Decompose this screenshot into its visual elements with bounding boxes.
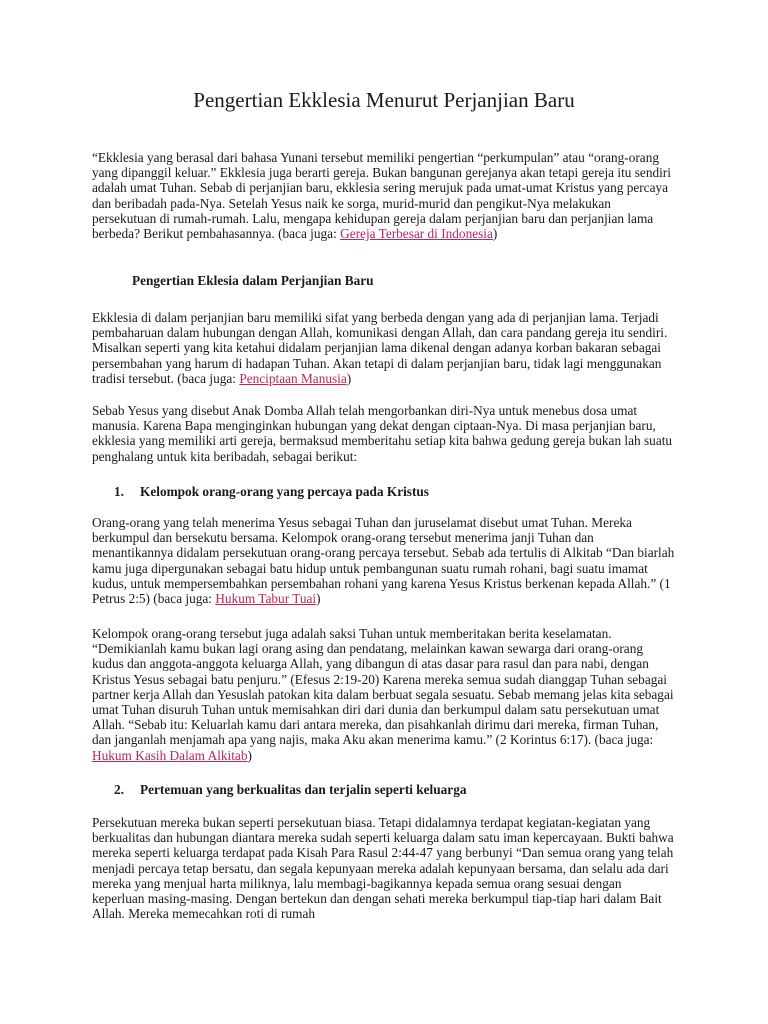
paragraph-1-text: Ekklesia di dalam perjanjian baru memiliki sifat yang berbeda dengan yang ada di perjanjian lama. Terjadi pembaharuan dalam hubungan dengan Allah, komunikasi dengan Allah, dan cara pandang gereja itu sendiri. Misalkan seperti yang kita ketahui didalam perjanjian lama dikenal dengan adanya korban bakaran sebagai persembahan yang harum di hadapan Tuhan. Akan tetapi di dalam perjanjian baru, tidak lagi menggunakan tradisi tersebut. (baca juga: [92, 310, 668, 386]
link-penciptaan-manusia[interactable]: Penciptaan Manusia [239, 370, 347, 386]
intro-text: “Ekklesia yang berasal dari bahasa Yunani tersebut memiliki pengertian “perkumpulan” atau “orang-orang yang dipanggil keluar.” Ekklesia juga berarti gereja. Bukan bangunan gerejanya akan tetapi gereja itu sendiri adalah umat Tuhan. Sebab di perjanjian baru, ekklesia sering merujuk pada umat-umat Kristus yang percaya dan beribadah pada-Nya. Setelah Yesus naik ke sorga, murid-murid dan pengikut-Nya melakukan persekutuan di rumah-rumah. Lalu, mengapa kehidupan gereja dalam perjanjian baru dan perjanjian lama berbeda? Berikut pembahasannya. (baca juga: [92, 150, 671, 242]
link-gereja-terbesar[interactable]: Gereja Terbesar di Indonesia [340, 226, 493, 242]
list-item-2-number: 2. [114, 782, 124, 797]
section-heading: Pengertian Eklesia dalam Perjanjian Baru [132, 273, 374, 288]
paragraph-4-text: Kelompok orang-orang tersebut juga adalah saksi Tuhan untuk memberitakan berita keselamatan. “Demikianlah kamu bukan lagi orang asing dan pendatang, melainkan kawan sewarga dari orang-orang kudus dan anggota-anggota keluarga Allah, yang dibangun di atas dasar para rasul dan para nabi, dengan Kristus Yesus sebagai batu penjuru.” (Efesus 2:19-20) Karena mereka semua sudah dianggap Tuhan sebagai partner kerja Allah dan Yesuslah patokan kita dalam berbuat segala sesuatu. Sebab memang jelas kita sebagai umat Tuhan disuruh Tuhan untuk memisahkan diri dari dunia dan berkumpul dalam satu persekutuan umat Allah. “Sebab itu: Keluarlah kamu dari antara mereka, dan pisahkanlah dirimu dari mereka, firman Tuhan, dan janganlah menjamah apa yang najis, maka Aku akan menerima kamu.” (2 Korintus 6:17). (baca juga: [92, 626, 674, 748]
link-hukum-kasih[interactable]: Hukum Kasih Dalam Alkitab [92, 747, 248, 763]
intro-paragraph [92, 150, 676, 241]
paragraph-4 [92, 626, 676, 763]
document-title: Pengertian Ekklesia Menurut Perjanjian Baru [193, 88, 575, 112]
paragraph-5: Persekutuan mereka bukan seperti persekutuan biasa. Tetapi didalamnya terdapat kegiatan-kegiatan yang berkualitas dan hubungan diantara mereka sudah seperti keluarga dalam satu iman kepercayaan. Bukti bahwa mereka seperti keluarga terdapat pada Kisah Para Rasul 2:44-47 yang berbunyi “Dan semua orang yang telah menjadi percaya tetap bersatu, dan segala kepunyaan mereka adalah kepunyaan bersama, dan selalu ada dari mereka yang menjual harta miliknya, lalu membagi-bagikannya kepada semua orang sesuai dengan keperluan masing-masing. Dengan bertekun dan dengan sehati mereka berkumpul tiap-tiap hari dalam Bait Allah. Mereka memecahkan roti di rumah [92, 815, 674, 922]
paragraph-1 [92, 310, 676, 386]
paragraph-1-close: ) [346, 370, 352, 386]
link-hukum-tabur-tuai[interactable]: Hukum Tabur Tuai [215, 591, 317, 607]
paragraph-3 [92, 515, 676, 606]
list-item-1-title: Kelompok orang-orang yang percaya pada Kristus [140, 484, 429, 499]
list-item-2-title: Pertemuan yang berkualitas dan terjalin seperti keluarga [140, 782, 467, 797]
paragraph-3-close: ) [316, 591, 321, 607]
paragraph-2: Sebab Yesus yang disebut Anak Domba Allah telah mengorbankan diri-Nya untuk menebus dosa umat manusia. Karena Bapa menginginkan hubungan yang dekat dengan ciptaan-Nya. Di masa perjanjian baru, ekklesia yang memiliki arti gereja, bermaksud memberitahu setiap kita bahwa gedung gereja bukan lah suatu penghalang untuk kita beribadah, sebagai berikut: [92, 403, 673, 464]
list-item-1-heading [114, 484, 429, 500]
paragraph-3-text: Orang-orang yang telah menerima Yesus sebagai Tuhan dan juruselamat disebut umat Tuhan. Mereka berkumpul dan bersekutu bersama. Kelompok orang-orang tersebut menerima janji Tuhan dan menantikannya didalam persekutuan orang-orang percaya tersebut. Sebab ada tertulis di Alkitab “Dan biarlah kamu juga dipergunakan sebagai batu hidup untuk pembangunan suatu rumah rohani, bagi suatu imamat kudus, untuk mempersembahkan persembahan rohani yang karena Yesus Kristus berkenan kepada Allah.” (1 Petrus 2:5) (baca juga: [92, 515, 675, 607]
intro-close: ) [492, 226, 498, 242]
list-item-1-number: 1. [114, 484, 124, 499]
paragraph-4-close: ) [247, 747, 252, 763]
list-item-2-heading [114, 782, 467, 798]
